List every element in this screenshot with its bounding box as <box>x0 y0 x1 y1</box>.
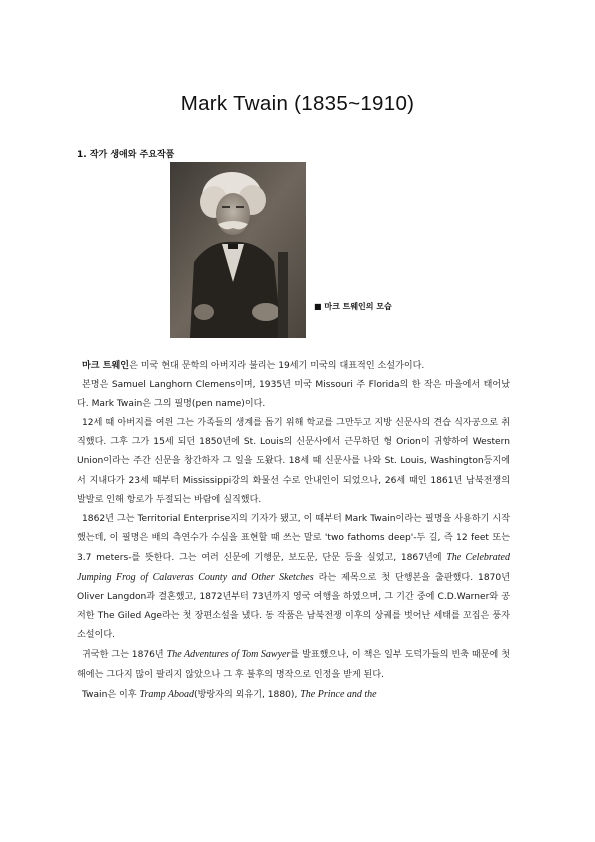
paragraph-text: Twain은 이후 <box>82 689 140 700</box>
paragraph-later-works <box>77 685 510 705</box>
paragraph-tom-sawyer <box>77 645 510 684</box>
paragraph-text: 은 미국 현대 문학의 아버지라 불리는 19세기 미국의 대표적인 소설가이다. <box>129 361 425 371</box>
body-text <box>77 357 510 705</box>
paragraph-text: 1862년 그는 Territorial Enterprise지의 기자가 됐고, 이 때부터 Mark Twain이라는 필명을 사용하기 시작했는데, 이 필명은 배의 측연수가 수심을 표현할 때 쓰는 말로 'two fathoms deep'-두 길, 즉 12 feet 또는 3.7 meters-를 뜻한다. 그는 여러 신문에 기행문, 보도문, 단문 등을 실었고, 1867년에 <box>77 513 510 563</box>
lead-name: 마크 트웨인 <box>82 361 130 371</box>
paragraph-intro <box>77 357 510 376</box>
book-title: The Prince and the <box>300 688 377 700</box>
paragraph-career <box>77 510 510 646</box>
paragraph-youth: 12세 때 아버지를 여읜 그는 가족들의 생계를 돕기 위해 학교를 그만두고 지방 신문사의 견습 식자공으로 취직했다. 그후 그가 15세 되던 1850년에 St. Louis의 신문사에서 근무하던 형 Orion이 귀향하여 Western Union이라는 주간 신문을 창간하자 그 일을 도왔다. 18세 때 신문사를 나와 St. Louis, Washington등지에서 지내다가 23세 때부터 Mississippi강의 화물선 수로 안내인이 되었으나, 26세 때인 1861년 남북전쟁의 발발로 인해 항로가 두절되는 바람에 실직했다. <box>77 418 510 505</box>
figure-caption: ■ 마크 트웨인의 모습 <box>314 302 392 311</box>
book-title: Tramp Aboad <box>139 688 195 700</box>
paragraph-text: 귀국한 그는 1876년 <box>82 650 167 661</box>
section-heading: 1. 작가 생애와 주요작품 <box>77 150 175 160</box>
paragraph-text: 라는 제목으로 첫 단행본을 출판했다. 1870년 Oliver Langdon과 결혼했고, 1872년부터 73년까지 영국 여행을 하였으며, 그 기간 중에 C.D.Warner와 공저한 The Giled Age라는 첫 장편소설을 냈다. 동 작품은 남북전쟁 이후의 상궤를 벗어난 세태를 꼬집은 풍자소설이다. <box>77 573 510 641</box>
paragraph-birth: 본명은 Samuel Langhorn Clemens이며, 1935년 미국 Missouri 주 Florida의 한 작은 마을에서 태어났다. Mark Twain은 그의 필명(pen name)이다. <box>77 380 510 410</box>
book-title: The Adventures of Tom Sawyer <box>166 649 291 661</box>
paragraph-text: (방랑자의 외유기, 1880), <box>194 689 301 700</box>
page-title: Mark Twain (1835~1910) <box>180 92 415 115</box>
portrait-image <box>170 162 306 338</box>
paragraph-text: 를 발표했으나, 이 책은 일부 도덕가들의 빈축 때문에 첫 해에는 그다지 많이 팔리지 않았으나 그 후 불후의 명작으로 인정을 받게 된다. <box>77 650 511 680</box>
book-title: The Celebrated Jumping Frog of Calaveras County and Other Sketches <box>77 551 510 584</box>
